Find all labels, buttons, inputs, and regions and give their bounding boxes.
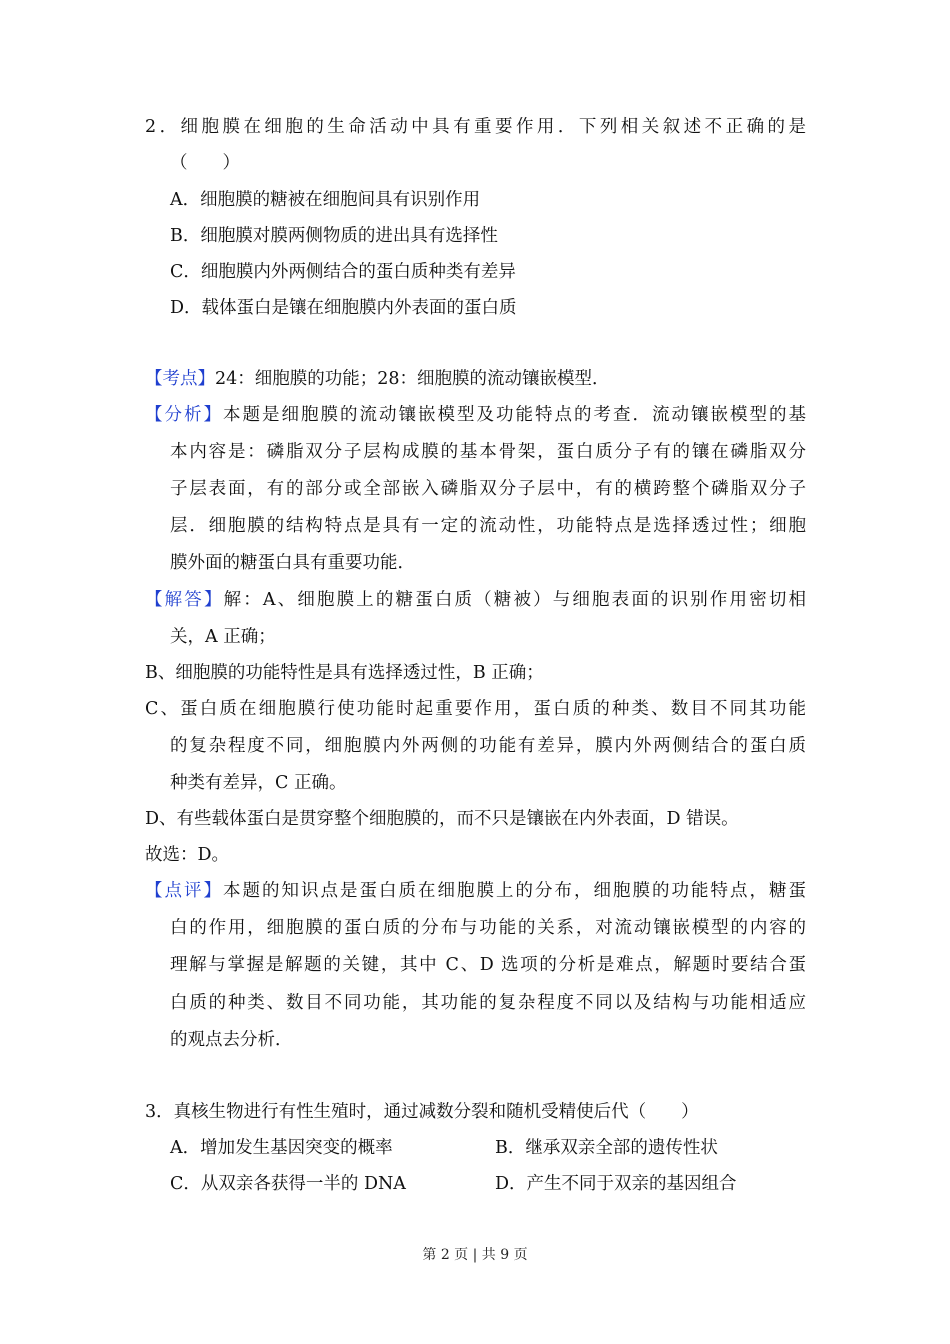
explanation-line [145,879,806,903]
explanation-line [145,661,544,685]
explanation-line [170,771,346,795]
explanation-line [170,953,806,977]
question-stem-line [170,151,240,175]
answer-option [495,1172,737,1196]
line-text: 的复杂程度不同，细胞膜内外两侧的功能有差异，膜内外两侧结合的蛋白质 [170,736,806,756]
explanation-line [170,625,276,649]
explanation-line [145,697,806,721]
page-footer: 第 2 页 | 共 9 页 [422,1247,528,1263]
line-text: 本内容是：磷脂双分子层构成膜的基本骨架，蛋白质分子有的镶在磷脂双分 [170,442,806,462]
section-label: 【考点】 [145,369,215,389]
answer-option [170,1172,406,1196]
line-text: B．细胞膜对膜两侧物质的进出具有选择性 [170,226,498,246]
line-text: 理解与掌握是解题的关键，其中 C、D 选项的分析是难点，解题时要结合蛋 [170,955,806,975]
line-text: 的观点去分析． [170,1030,293,1050]
line-text: 层．细胞膜的结构特点是具有一定的流动性，功能特点是选择透过性；细胞 [170,516,806,536]
answer-option [170,260,516,284]
answer-option [170,224,498,248]
explanation-line [170,916,806,940]
line-text: C．细胞膜内外两侧结合的蛋白质种类有差异 [170,262,516,282]
line-text: 24：细胞膜的功能；28：细胞膜的流动镶嵌模型． [215,369,610,389]
explanation-line [170,734,806,758]
line-text: A．增加发生基因突变的概率 [170,1138,393,1158]
line-text: 解：A、细胞膜上的糖蛋白质（糖被）与细胞表面的识别作用密切相 [223,590,806,610]
explanation-line [145,807,739,831]
line-text: 种类有差异，C 正确。 [170,773,347,793]
explanation-line [170,514,806,538]
question-stem-line [145,115,806,139]
explanation-line [145,588,806,612]
line-text: 子层表面，有的部分或全部嵌入磷脂双分子层中，有的横跨整个磷脂双分子 [170,479,806,499]
explanation-line [145,367,610,391]
line-text: （ ） [170,153,240,173]
explanation-line [170,551,415,575]
line-text: 关，A 正确； [170,627,276,647]
line-text: 2．细胞膜在细胞的生命活动中具有重要作用．下列相关叙述不正确的是 [145,117,806,137]
answer-option [170,188,480,212]
explanation-line [170,440,806,464]
line-text: B．继承双亲全部的遗传性状 [495,1138,718,1158]
explanation-line [145,843,229,867]
section-label: 【解答】 [145,590,224,610]
answer-option [495,1136,718,1160]
line-text: 白质的种类、数目不同功能，其功能的复杂程度不同以及结构与功能相适应 [170,993,806,1013]
line-text: D、有些载体蛋白是贯穿整个细胞膜的，而不只是镶嵌在内外表面，D 错误。 [145,809,739,829]
line-text: B、细胞膜的功能特性是具有选择透过性，B 正确； [145,663,544,683]
line-text: 本题是细胞膜的流动镶嵌模型及功能特点的考查．流动镶嵌模型的基 [223,405,806,425]
line-text: C、蛋白质在细胞膜行使功能时起重要作用，蛋白质的种类、数目不同其功能 [145,699,806,719]
line-text: 3．真核生物进行有性生殖时，通过减数分裂和随机受精使后代（ ） [145,1102,699,1122]
question-stem-line [145,1100,699,1124]
explanation-line [145,403,806,427]
line-text: 膜外面的糖蛋白具有重要功能． [170,553,415,573]
section-label: 【点评】 [145,881,223,901]
line-text: 白的作用，细胞膜的蛋白质的分布与功能的关系，对流动镶嵌模型的内容的 [170,918,806,938]
section-label: 【分析】 [145,405,223,425]
line-text: 故选：D。 [145,845,230,865]
explanation-line [170,991,806,1015]
line-text: D．载体蛋白是镶在细胞膜内外表面的蛋白质 [170,298,517,318]
answer-option [170,296,517,320]
explanation-line [170,1028,293,1052]
explanation-line [170,477,806,501]
line-text: A．细胞膜的糖被在细胞间具有识别作用 [170,190,481,210]
line-text: D．产生不同于双亲的基因组合 [495,1174,737,1194]
answer-option [170,1136,393,1160]
line-text: C．从双亲各获得一半的 DNA [170,1174,406,1194]
line-text: 本题的知识点是蛋白质在细胞膜上的分布，细胞膜的功能特点，糖蛋 [223,881,806,901]
